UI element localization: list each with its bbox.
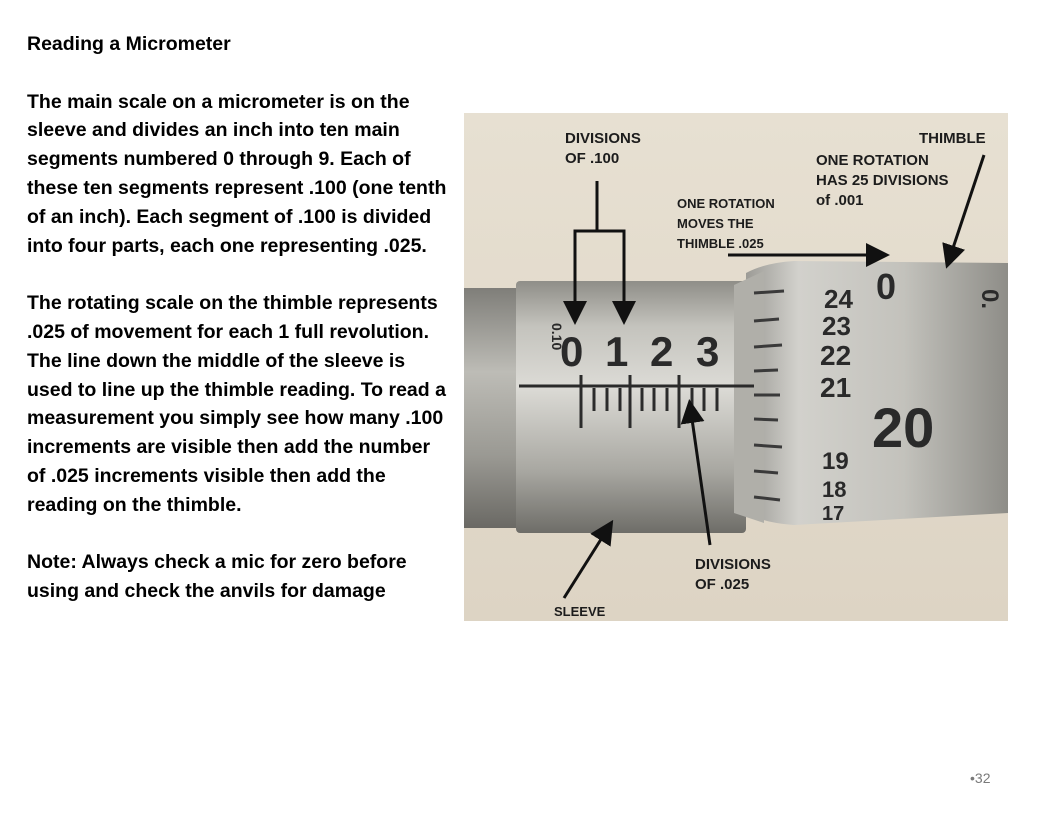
thimble-number-21: 21: [820, 372, 852, 403]
label-one-rotation-line2: HAS 25 DIVISIONS: [816, 172, 949, 189]
micrometer-photo: [464, 113, 1008, 621]
sleeve-side-mark: 0.10: [549, 323, 565, 351]
label-moves-line2: MOVES THE: [677, 216, 754, 231]
sleeve-number-3: 3: [696, 328, 720, 375]
label-divisions-100-line2: OF .100: [565, 150, 620, 167]
thimble-number-24: 24: [824, 284, 853, 314]
thimble-number-22: 22: [820, 340, 852, 371]
label-sleeve: SLEEVE: [554, 604, 606, 619]
slide-text: [27, 30, 447, 635]
thimble-number-17: 17: [822, 503, 845, 525]
sleeve-number-2: 2: [650, 328, 674, 375]
page-number: •32: [970, 770, 991, 786]
paragraph-note: Note: Always check a mic for zero before using and check the anvils for damage: [27, 551, 407, 603]
paragraph-thimble-scale: The rotating scale on the thimble represents .025 of movement for each 1 full revolution. The line down the middle of the sleeve is used to line up the thimble reading. To read a measurement you simply see how many .100 increments are visible then add the number of .025 increments visible then add the reading on the thimble.: [27, 292, 446, 516]
thimble-number-18: 18: [822, 477, 847, 502]
label-one-rotation-line1: ONE ROTATION: [816, 152, 929, 169]
thimble-top-mark: 0: [876, 266, 897, 307]
sleeve-number-1: 1: [605, 328, 629, 375]
thimble-number-23: 23: [822, 311, 851, 341]
thimble-number-19: 19: [822, 448, 849, 475]
label-divisions-025-line2: OF .025: [695, 576, 750, 593]
sleeve-number-0: 0: [560, 328, 584, 375]
label-one-rotation-line3: of .001: [816, 192, 864, 209]
label-thimble: THIMBLE: [919, 130, 986, 147]
thimble-number-20: 20: [872, 396, 935, 459]
paragraph-main-scale: The main scale on a micrometer is on the sleeve and divides an inch into ten main segments numbered 0 through 9. Each of these ten segments represent .100 (one tenth of an inch). Each segment of .100 is divided into four parts, each one representing .025.: [27, 90, 447, 257]
label-moves-line1: ONE ROTATION: [677, 196, 775, 211]
label-divisions-100-line1: DIVISIONS: [565, 130, 641, 147]
label-moves-line3: THIMBLE .025: [677, 236, 764, 251]
slide-title: Reading a Micrometer: [27, 33, 231, 55]
label-divisions-025-line1: DIVISIONS: [695, 556, 771, 573]
right-edge-mark: 0.: [976, 289, 1003, 310]
